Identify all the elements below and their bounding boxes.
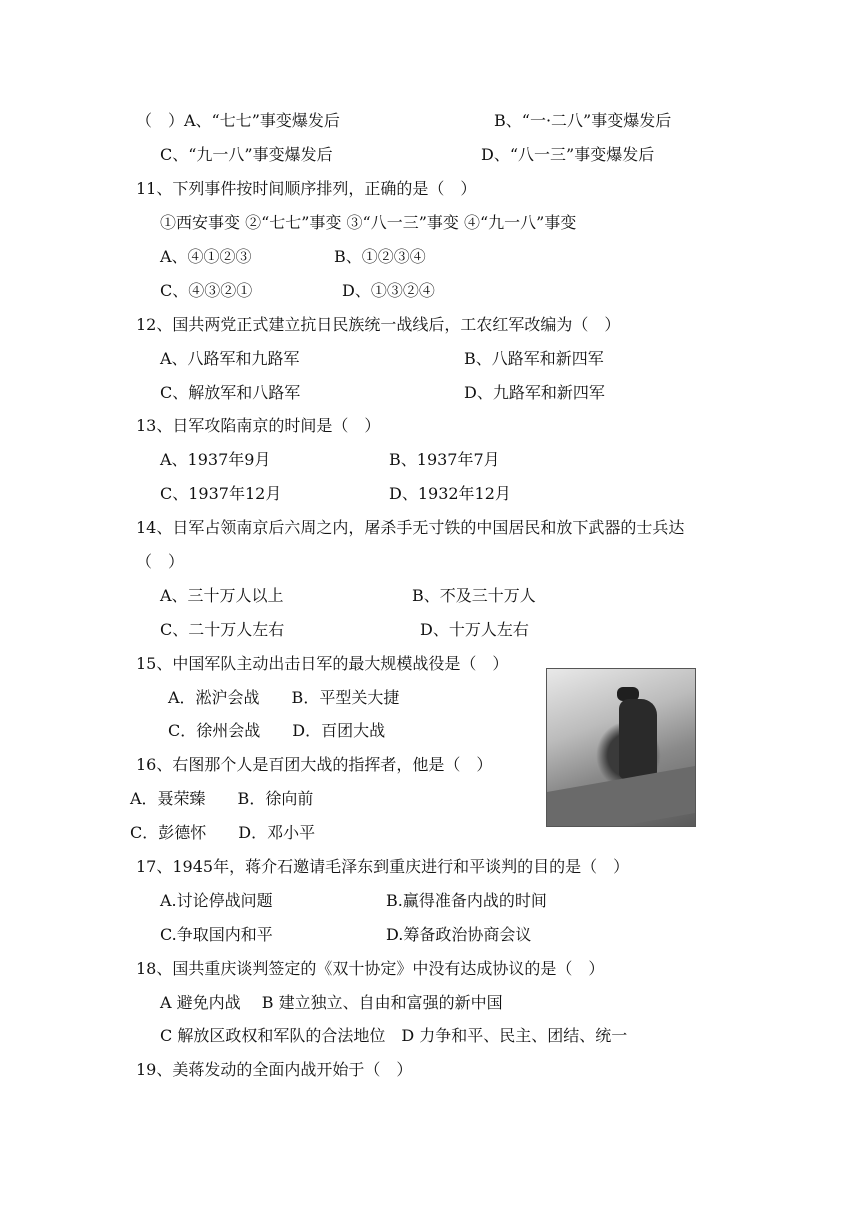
q17-option-b: B.赢得准备内战的时间	[386, 891, 547, 910]
q15-stem: 15、中国军队主动出击日军的最大规模战役是（ ）	[136, 654, 509, 673]
q14-option-d: D、十万人左右	[420, 620, 529, 639]
commander-photo	[546, 668, 696, 827]
q12-stem: 12、国共两党正式建立抗日民族统一战线后，工农红军改编为（ ）	[136, 315, 621, 334]
q15-options-cd: C．徐州会战 D．百团大战	[168, 721, 386, 740]
q14-option-c: C、二十万人左右	[160, 620, 285, 639]
q16-options-ab: A．聂荣臻 B．徐向前	[130, 789, 314, 808]
q10-option-b: B、“一·二八”事变爆发后	[494, 111, 672, 130]
q12-option-d: D、九路军和新四军	[464, 383, 605, 402]
q18-options-cd: C 解放区政权和军队的合法地位 D 力争和平、民主、团结、统一	[160, 1026, 628, 1045]
q12-option-c: C、解放军和八路军	[160, 383, 301, 402]
q18-stem: 18、国共重庆谈判签定的《双十协定》中没有达成协议的是（ ）	[136, 959, 605, 978]
q13-option-a: A、1937年9月	[160, 450, 271, 469]
photo-figure-body	[619, 699, 657, 779]
q13-option-c: C、1937年12月	[160, 484, 282, 503]
q12-option-b: B、八路军和新四军	[464, 349, 604, 368]
q11-option-d: D、①③②④	[342, 281, 435, 300]
q14-option-b: B、不及三十万人	[412, 586, 536, 605]
q15-options-ab: A．淞沪会战 B．平型关大捷	[168, 688, 400, 707]
q16-options-cd: C．彭德怀 D．邓小平	[130, 823, 316, 842]
q18-options-ab: A 避免内战 B 建立独立、自由和富强的新中国	[160, 993, 503, 1012]
q17-option-d: D.筹备政治协商会议	[386, 925, 532, 944]
q11-events: ①西安事变 ②“七七”事变 ③“八一三”事变 ④“九一八”事变	[160, 213, 577, 232]
q10-option-c: C、“九一八”事变爆发后	[160, 145, 333, 164]
q17-option-a: A.讨论停战问题	[160, 891, 273, 910]
q19-stem: 19、美蒋发动的全面内战开始于（ ）	[136, 1060, 413, 1079]
q13-option-b: B、1937年7月	[389, 450, 500, 469]
q16-stem: 16、右图那个人是百团大战的指挥者，他是（ ）	[136, 755, 493, 774]
q17-option-c: C.争取国内和平	[160, 925, 273, 944]
q10-option-d: D、“八一三”事变爆发后	[481, 145, 655, 164]
q11-option-c: C、④③②①	[160, 281, 253, 300]
q11-option-b: B、①②③④	[334, 247, 426, 266]
q14-option-a: A、三十万人以上	[160, 586, 284, 605]
q10-option-a: （ ）A、“七七”事变爆发后	[136, 111, 340, 130]
q11-stem: 11、下列事件按时间顺序排列，正确的是（ ）	[136, 179, 477, 198]
q13-option-d: D、1932年12月	[389, 484, 511, 503]
q14-stem: 14、日军占领南京后六周之内，屠杀手无寸铁的中国居民和放下武器的士兵达	[136, 518, 685, 537]
q17-stem: 17、1945年，蒋介石邀请毛泽东到重庆进行和平谈判的目的是（ ）	[136, 857, 630, 876]
q11-option-a: A、④①②③	[160, 247, 252, 266]
q13-stem: 13、日军攻陷南京的时间是（ ）	[136, 416, 381, 435]
q12-option-a: A、八路军和九路军	[160, 349, 300, 368]
q14-stem-blank: （ ）	[136, 552, 185, 571]
